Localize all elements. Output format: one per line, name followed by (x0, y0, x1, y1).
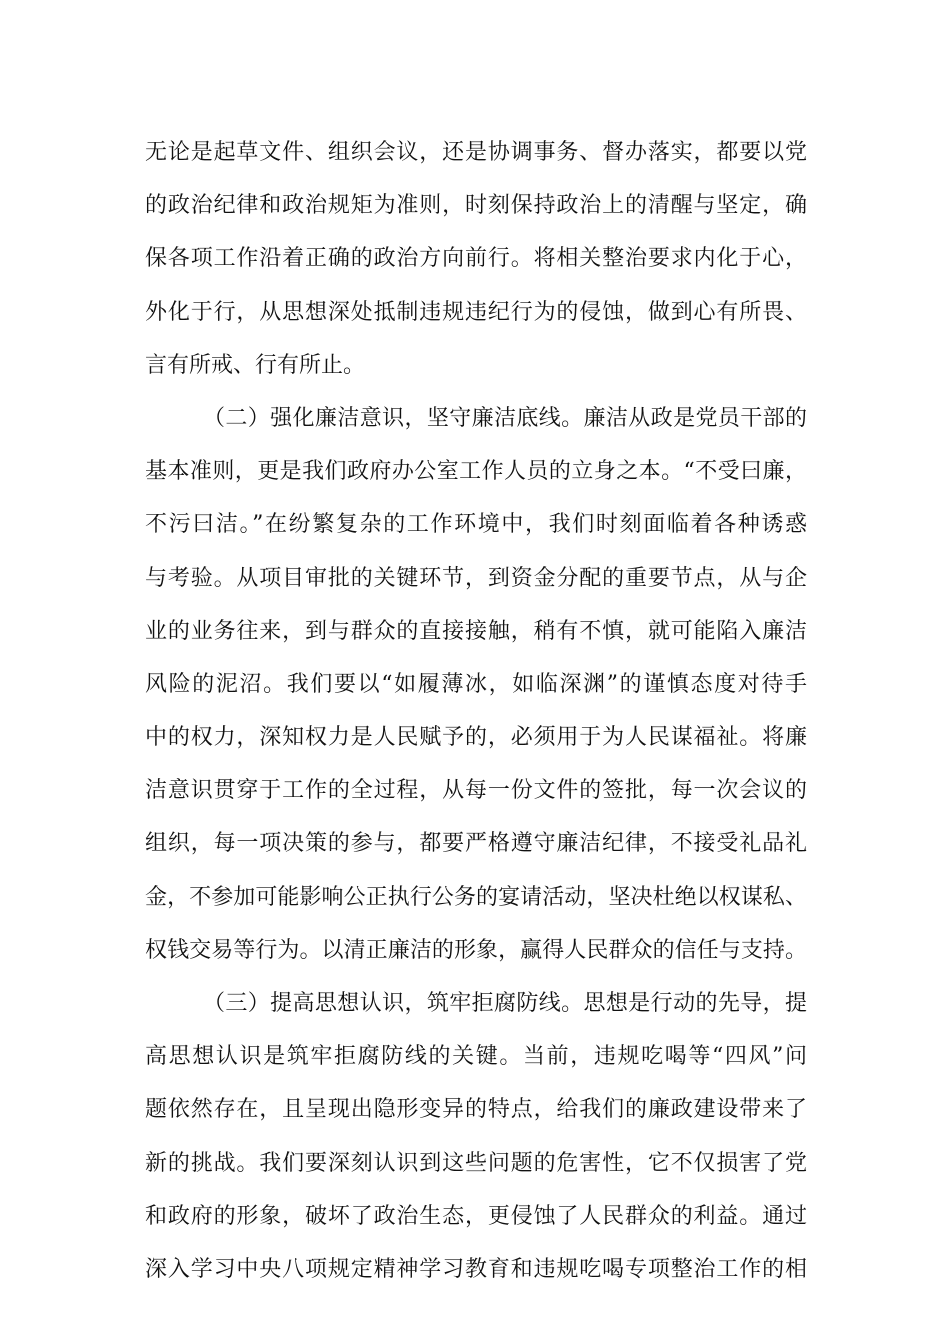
text-line: 洁意识贯穿于工作的全过程，从每一份文件的签批，每一次会议的 (145, 778, 807, 804)
text-line: 新的挑战。我们要深刻认识到这些问题的危害性，它不仅损害了党 (145, 1150, 807, 1176)
text-line: 权钱交易等行为。以清正廉洁的形象，赢得人民群众的信任与支持。 (145, 937, 807, 963)
section-heading-line: （三）提高思想认识，筑牢拒腐防线。思想是行动的先导，提 (203, 991, 807, 1016)
text-line: 外化于行，从思想深处抵制违规违纪行为的侵蚀，做到心有所畏、 (145, 299, 807, 325)
document-body (145, 126, 807, 1296)
text-line: 言有所戒、行有所止。 (145, 352, 366, 378)
text-line: 与考验。从项目审批的关键环节，到资金分配的重要节点，从与企 (145, 565, 807, 591)
text-line: 高思想认识是筑牢拒腐防线的关键。当前，违规吃喝等“四风”问 (145, 1044, 807, 1070)
text-line: 金，不参加可能影响公正执行公务的宴请活动，坚决杜绝以权谋私、 (145, 884, 807, 910)
text-line: 基本准则，更是我们政府办公室工作人员的立身之本。“不受曰廉， (145, 459, 807, 485)
text-line: 业的业务往来，到与群众的直接接触，稍有不慎，就可能陷入廉洁 (145, 618, 807, 644)
section-heading-line: （二）强化廉洁意识，坚守廉洁底线。廉洁从政是党员干部的 (203, 405, 807, 431)
text-line: 题依然存在，且呈现出隐形变异的特点，给我们的廉政建设带来了 (145, 1097, 807, 1123)
text-line: 不污曰洁。”在纷繁复杂的工作环境中，我们时刻面临着各种诱惑 (145, 512, 807, 538)
text-line: 组织，每一项决策的参与，都要严格遵守廉洁纪律，不接受礼品礼 (145, 831, 807, 857)
text-line: 和政府的形象，破坏了政治生态，更侵蚀了人民群众的利益。通过 (145, 1203, 807, 1229)
text-line: 保各项工作沿着正确的政治方向前行。将相关整治要求内化于心， (145, 246, 807, 272)
text-line: 深入学习中央八项规定精神学习教育和违规吃喝专项整治工作的相 (145, 1256, 807, 1282)
text-line: 风险的泥沼。我们要以“如履薄冰，如临深渊”的谨慎态度对待手 (145, 671, 807, 697)
text-line: 的政治纪律和政治规矩为准则，时刻保持政治上的清醒与坚定，确 (145, 193, 807, 219)
text-line: 无论是起草文件、组织会议，还是协调事务、督办落实，都要以党 (145, 140, 807, 165)
text-line: 中的权力，深知权力是人民赋予的，必须用于为人民谋福祉。将廉 (145, 725, 807, 751)
